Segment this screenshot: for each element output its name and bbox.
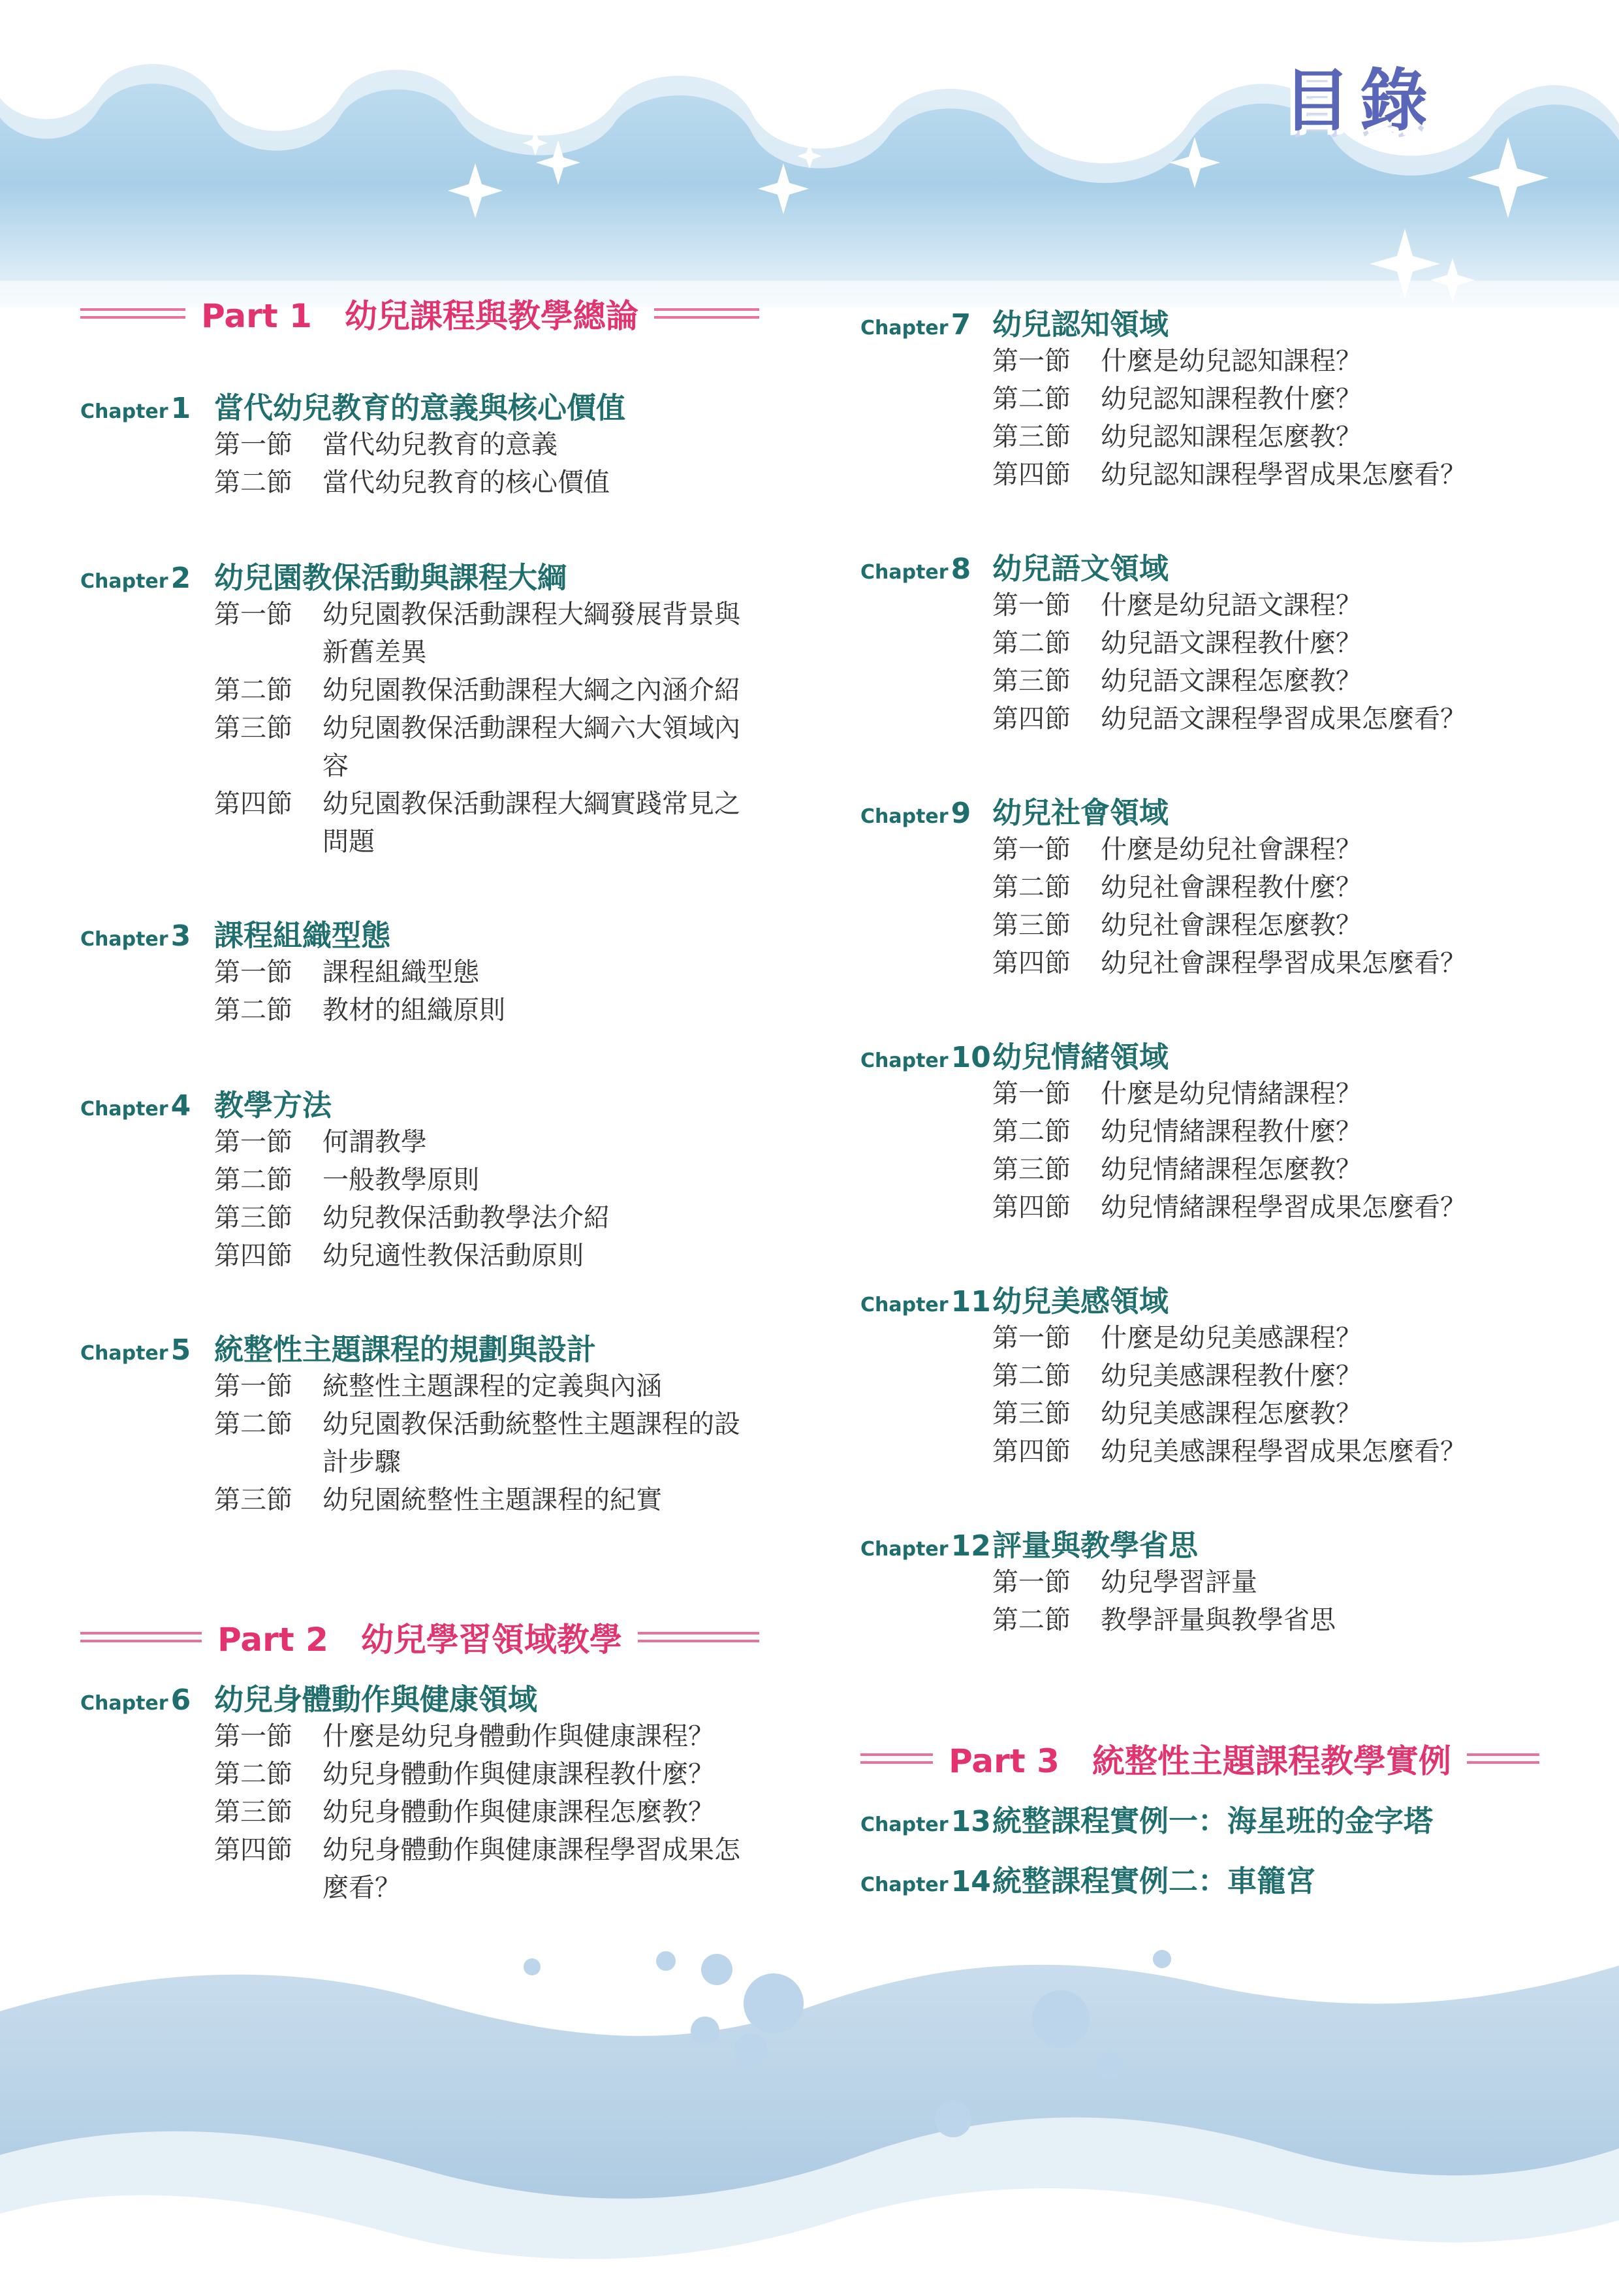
section-number: 第三節 bbox=[992, 666, 1071, 696]
section-number: 第二節 bbox=[992, 872, 1071, 902]
section-number: 第一節 bbox=[992, 590, 1071, 620]
chapter-label bbox=[860, 1041, 992, 1074]
section-number: 第一節 bbox=[214, 1721, 292, 1751]
section-row[interactable] bbox=[860, 1113, 1552, 1151]
section-row[interactable] bbox=[860, 456, 1552, 494]
chapter-6[interactable] bbox=[80, 1676, 759, 1907]
section-number: 第二節 bbox=[214, 468, 292, 498]
chapter-label bbox=[80, 1683, 214, 1717]
section-number: 第二節 bbox=[992, 1605, 1071, 1635]
chapter-label bbox=[860, 552, 992, 586]
section-row[interactable] bbox=[80, 671, 759, 709]
section-title: 教學評量與教學省思 bbox=[1101, 1605, 1336, 1635]
chapter-title: 幼兒情緒領域 bbox=[992, 1040, 1169, 1074]
chapter-word: Chapter bbox=[860, 1294, 949, 1316]
section-title: 幼兒情緒課程學習成果怎麼看？ bbox=[1101, 1192, 1466, 1222]
section-number: 第三節 bbox=[992, 422, 1071, 452]
chapter-word: Chapter bbox=[860, 1049, 949, 1072]
section-row[interactable] bbox=[860, 1357, 1552, 1395]
section-row[interactable] bbox=[80, 1831, 759, 1907]
section-title: 幼兒語文課程怎麼教？ bbox=[1101, 666, 1362, 696]
section-title: 什麼是幼兒美感課程？ bbox=[1101, 1323, 1362, 1353]
section-title: 幼兒美感課程教什麼？ bbox=[1101, 1361, 1362, 1391]
section-row[interactable] bbox=[860, 906, 1552, 944]
section-title: 幼兒語文課程教什麼？ bbox=[1101, 628, 1362, 658]
chapter-number: 6 bbox=[170, 1683, 191, 1717]
section-title: 什麼是幼兒身體動作與健康課程？ bbox=[322, 1721, 714, 1751]
section-number: 第三節 bbox=[992, 1399, 1071, 1429]
section-title: 幼兒認知課程學習成果怎麼看？ bbox=[1101, 460, 1466, 490]
chapter-title: 幼兒語文領域 bbox=[992, 551, 1169, 586]
section-row[interactable] bbox=[860, 418, 1552, 456]
section-row[interactable] bbox=[80, 464, 759, 502]
section-number: 第二節 bbox=[214, 995, 292, 1025]
section-number: 第一節 bbox=[214, 1127, 292, 1157]
section-number: 第一節 bbox=[214, 957, 292, 987]
chapter-4[interactable] bbox=[80, 1081, 759, 1275]
chapter-number: 3 bbox=[170, 919, 191, 953]
section-title: 幼兒教保活動教學法介紹 bbox=[322, 1203, 610, 1233]
section-row[interactable] bbox=[80, 1481, 759, 1519]
section-number: 第三節 bbox=[992, 910, 1071, 940]
section-title: 什麼是幼兒社會課程？ bbox=[1101, 835, 1362, 865]
chapter-word: Chapter bbox=[80, 928, 168, 951]
section-row[interactable] bbox=[80, 1793, 759, 1831]
section-row[interactable] bbox=[860, 700, 1552, 738]
part-rule-left bbox=[80, 308, 185, 319]
section-row[interactable] bbox=[860, 586, 1552, 624]
chapter-label bbox=[860, 1805, 992, 1838]
section-title: 一般教學原則 bbox=[322, 1165, 479, 1195]
chapter-2[interactable] bbox=[80, 554, 759, 861]
part-title: Part 3 統整性主題課程教學實例 bbox=[949, 1742, 1451, 1780]
section-title: 幼兒適性教保活動原則 bbox=[322, 1241, 584, 1271]
section-row[interactable] bbox=[860, 1395, 1552, 1433]
part-title: Part 1 幼兒課程與教學總論 bbox=[201, 297, 638, 335]
chapter-title: 幼兒身體動作與健康領域 bbox=[214, 1682, 538, 1717]
chapter-label bbox=[80, 1333, 214, 1367]
chapter-label bbox=[860, 1865, 992, 1898]
chapter-12[interactable] bbox=[860, 1522, 1552, 1639]
section-title: 統整性主題課程的定義與內涵 bbox=[322, 1371, 662, 1401]
section-title: 課程組織型態 bbox=[322, 957, 479, 987]
section-row[interactable] bbox=[80, 1405, 759, 1481]
chapter-number: 9 bbox=[951, 797, 971, 830]
section-title: 何謂教學 bbox=[322, 1127, 427, 1157]
section-row[interactable] bbox=[860, 342, 1552, 380]
section-title: 幼兒園統整性主題課程的紀實 bbox=[322, 1485, 662, 1515]
section-title: 幼兒認知課程教什麼？ bbox=[1101, 384, 1362, 414]
chapter-number: 10 bbox=[951, 1041, 991, 1074]
section-title: 幼兒情緒課程教什麼？ bbox=[1101, 1117, 1362, 1147]
chapter-label bbox=[860, 1529, 992, 1563]
section-number: 第二節 bbox=[992, 384, 1071, 414]
chapter-word: Chapter bbox=[80, 400, 168, 423]
section-row[interactable] bbox=[860, 1563, 1552, 1601]
part-rule-right bbox=[638, 1632, 759, 1642]
section-number: 第二節 bbox=[214, 675, 292, 705]
chapter-number: 7 bbox=[951, 308, 971, 342]
section-title: 幼兒認知課程怎麼教？ bbox=[1101, 422, 1362, 452]
section-number: 第四節 bbox=[992, 1437, 1071, 1467]
section-number: 第三節 bbox=[214, 1485, 292, 1515]
section-number: 第四節 bbox=[992, 460, 1071, 490]
section-number: 第三節 bbox=[214, 1203, 292, 1233]
section-row[interactable] bbox=[860, 380, 1552, 418]
section-title: 幼兒社會課程教什麼？ bbox=[1101, 872, 1362, 902]
section-number: 第二節 bbox=[214, 1409, 292, 1439]
chapter-title: 幼兒美感領域 bbox=[992, 1284, 1169, 1318]
page-title: 目錄 bbox=[1283, 61, 1438, 140]
chapter-number: 2 bbox=[170, 562, 191, 595]
section-number: 第四節 bbox=[992, 948, 1071, 978]
section-row[interactable] bbox=[860, 1075, 1552, 1113]
section-title: 當代幼兒教育的核心價值 bbox=[322, 468, 610, 498]
section-row[interactable] bbox=[80, 1161, 759, 1199]
section-title: 幼兒美感課程怎麼教？ bbox=[1101, 1399, 1362, 1429]
chapter-label bbox=[860, 1285, 992, 1318]
section-title: 幼兒語文課程學習成果怎麼看？ bbox=[1101, 704, 1466, 734]
section-row[interactable] bbox=[860, 1319, 1552, 1357]
chapter-number: 1 bbox=[170, 392, 191, 425]
chapter-word: Chapter bbox=[80, 570, 168, 593]
chapter-word: Chapter bbox=[860, 1813, 949, 1836]
section-row[interactable] bbox=[80, 953, 759, 991]
section-number: 第一節 bbox=[214, 430, 292, 460]
section-row[interactable] bbox=[80, 709, 759, 785]
chapter-label bbox=[860, 308, 992, 342]
section-row[interactable] bbox=[80, 426, 759, 464]
section-title: 幼兒園教保活動課程大綱六大領域內容 bbox=[322, 713, 740, 781]
section-row[interactable] bbox=[80, 1755, 759, 1793]
chapter-1[interactable] bbox=[80, 384, 759, 502]
section-number: 第四節 bbox=[214, 1241, 292, 1271]
part-rule-right bbox=[1467, 1753, 1539, 1764]
chapter-word: Chapter bbox=[80, 1098, 168, 1121]
section-row[interactable] bbox=[860, 624, 1552, 662]
chapter-5[interactable] bbox=[80, 1326, 759, 1519]
section-row[interactable] bbox=[860, 831, 1552, 869]
part-rule-left bbox=[860, 1753, 933, 1764]
section-row[interactable] bbox=[80, 1199, 759, 1237]
chapter-number: 4 bbox=[170, 1089, 191, 1123]
section-number: 第一節 bbox=[214, 599, 292, 630]
section-title: 幼兒園教保活動課程大綱之內涵介紹 bbox=[322, 675, 740, 705]
part-3-header bbox=[860, 1736, 1539, 1781]
section-title: 什麼是幼兒情緒課程？ bbox=[1101, 1079, 1362, 1109]
section-title: 幼兒情緒課程怎麼教？ bbox=[1101, 1155, 1362, 1185]
chapter-13[interactable] bbox=[860, 1797, 1552, 1839]
section-row[interactable] bbox=[80, 785, 759, 861]
chapter-14[interactable] bbox=[860, 1857, 1552, 1899]
section-number: 第三節 bbox=[214, 1797, 292, 1827]
chapter-number: 12 bbox=[951, 1529, 991, 1563]
chapter-number: 5 bbox=[170, 1333, 191, 1367]
chapter-title: 評量與教學省思 bbox=[992, 1528, 1199, 1563]
section-title: 幼兒社會課程學習成果怎麼看？ bbox=[1101, 948, 1466, 978]
section-number: 第四節 bbox=[992, 704, 1071, 734]
chapter-title: 教學方法 bbox=[214, 1088, 332, 1123]
section-row[interactable] bbox=[860, 1601, 1552, 1639]
section-title: 教材的組織原則 bbox=[322, 995, 505, 1025]
section-row[interactable] bbox=[80, 1123, 759, 1161]
chapter-word: Chapter bbox=[80, 1692, 168, 1715]
chapter-9[interactable] bbox=[860, 789, 1552, 982]
chapter-title: 統整課程實例二：車籠宮 bbox=[992, 1864, 1316, 1898]
chapter-title: 統整課程實例一：海星班的金字塔 bbox=[992, 1804, 1434, 1838]
section-title: 當代幼兒教育的意義 bbox=[322, 430, 558, 460]
section-number: 第二節 bbox=[214, 1165, 292, 1195]
section-number: 第二節 bbox=[214, 1759, 292, 1789]
chapter-10[interactable] bbox=[860, 1033, 1552, 1226]
part-1-header bbox=[80, 291, 759, 336]
chapter-word: Chapter bbox=[860, 317, 949, 340]
section-row[interactable] bbox=[80, 1367, 759, 1405]
chapter-number: 8 bbox=[951, 552, 971, 586]
section-row[interactable] bbox=[860, 1151, 1552, 1188]
section-row[interactable] bbox=[860, 869, 1552, 906]
section-title: 幼兒園教保活動統整性主題課程的設計步驟 bbox=[322, 1409, 740, 1477]
chapter-title: 幼兒社會領域 bbox=[992, 795, 1169, 830]
chapter-word: Chapter bbox=[860, 1538, 949, 1561]
chapter-label bbox=[860, 797, 992, 830]
chapter-word: Chapter bbox=[860, 805, 949, 828]
chapter-title: 幼兒園教保活動與課程大綱 bbox=[214, 560, 567, 595]
chapter-title: 幼兒認知領域 bbox=[992, 307, 1169, 342]
section-number: 第一節 bbox=[214, 1371, 292, 1401]
section-row[interactable] bbox=[860, 1188, 1552, 1226]
section-number: 第四節 bbox=[214, 789, 292, 819]
section-row[interactable] bbox=[80, 1237, 759, 1275]
section-number: 第二節 bbox=[992, 1361, 1071, 1391]
chapter-number: 14 bbox=[951, 1865, 991, 1898]
chapter-number: 13 bbox=[951, 1805, 991, 1838]
part-2-header bbox=[80, 1614, 759, 1660]
section-row[interactable] bbox=[860, 662, 1552, 700]
section-number: 第一節 bbox=[992, 835, 1071, 865]
section-number: 第四節 bbox=[214, 1835, 292, 1865]
chapter-title: 課程組織型態 bbox=[214, 918, 391, 953]
section-number: 第一節 bbox=[992, 1567, 1071, 1597]
chapter-label bbox=[80, 392, 214, 425]
chapter-word: Chapter bbox=[80, 1342, 168, 1365]
chapter-7[interactable] bbox=[860, 300, 1552, 494]
part-rule-left bbox=[80, 1632, 202, 1642]
section-number: 第二節 bbox=[992, 1117, 1071, 1147]
chapter-8[interactable] bbox=[860, 545, 1552, 738]
section-title: 什麼是幼兒認知課程？ bbox=[1101, 346, 1362, 376]
section-title: 幼兒身體動作與健康課程怎麼教？ bbox=[322, 1797, 714, 1827]
section-title: 幼兒園教保活動課程大綱實踐常見之問題 bbox=[322, 789, 740, 857]
chapter-11[interactable] bbox=[860, 1277, 1552, 1471]
section-title: 幼兒園教保活動課程大綱發展背景與新舊差異 bbox=[322, 599, 740, 667]
section-row[interactable] bbox=[860, 1433, 1552, 1471]
part-title: Part 2 幼兒學習領域教學 bbox=[217, 1621, 622, 1659]
section-row[interactable] bbox=[80, 1717, 759, 1755]
section-number: 第四節 bbox=[992, 1192, 1071, 1222]
section-row[interactable] bbox=[80, 596, 759, 671]
section-row[interactable] bbox=[80, 991, 759, 1029]
chapter-label bbox=[80, 919, 214, 953]
section-row[interactable] bbox=[860, 944, 1552, 982]
chapter-word: Chapter bbox=[860, 561, 949, 584]
section-number: 第一節 bbox=[992, 1079, 1071, 1109]
section-title: 什麼是幼兒語文課程？ bbox=[1101, 590, 1362, 620]
chapter-word: Chapter bbox=[860, 1873, 949, 1896]
chapter-3[interactable] bbox=[80, 912, 759, 1029]
chapter-title: 統整性主題課程的規劃與設計 bbox=[214, 1332, 597, 1367]
section-title: 幼兒美感課程學習成果怎麼看？ bbox=[1101, 1437, 1466, 1467]
section-title: 幼兒社會課程怎麼教？ bbox=[1101, 910, 1362, 940]
section-number: 第二節 bbox=[992, 628, 1071, 658]
section-title: 幼兒身體動作與健康課程學習成果怎麼看？ bbox=[322, 1835, 740, 1903]
section-number: 第一節 bbox=[992, 1323, 1071, 1353]
section-number: 第三節 bbox=[992, 1155, 1071, 1185]
chapter-label bbox=[80, 1089, 214, 1123]
chapter-title: 當代幼兒教育的意義與核心價值 bbox=[214, 391, 626, 425]
chapter-number: 11 bbox=[951, 1285, 991, 1318]
part-rule-right bbox=[654, 308, 759, 319]
chapter-label bbox=[80, 562, 214, 595]
section-number: 第三節 bbox=[214, 713, 292, 743]
section-title: 幼兒身體動作與健康課程教什麼？ bbox=[322, 1759, 714, 1789]
section-number: 第一節 bbox=[992, 346, 1071, 376]
section-title: 幼兒學習評量 bbox=[1101, 1567, 1257, 1597]
